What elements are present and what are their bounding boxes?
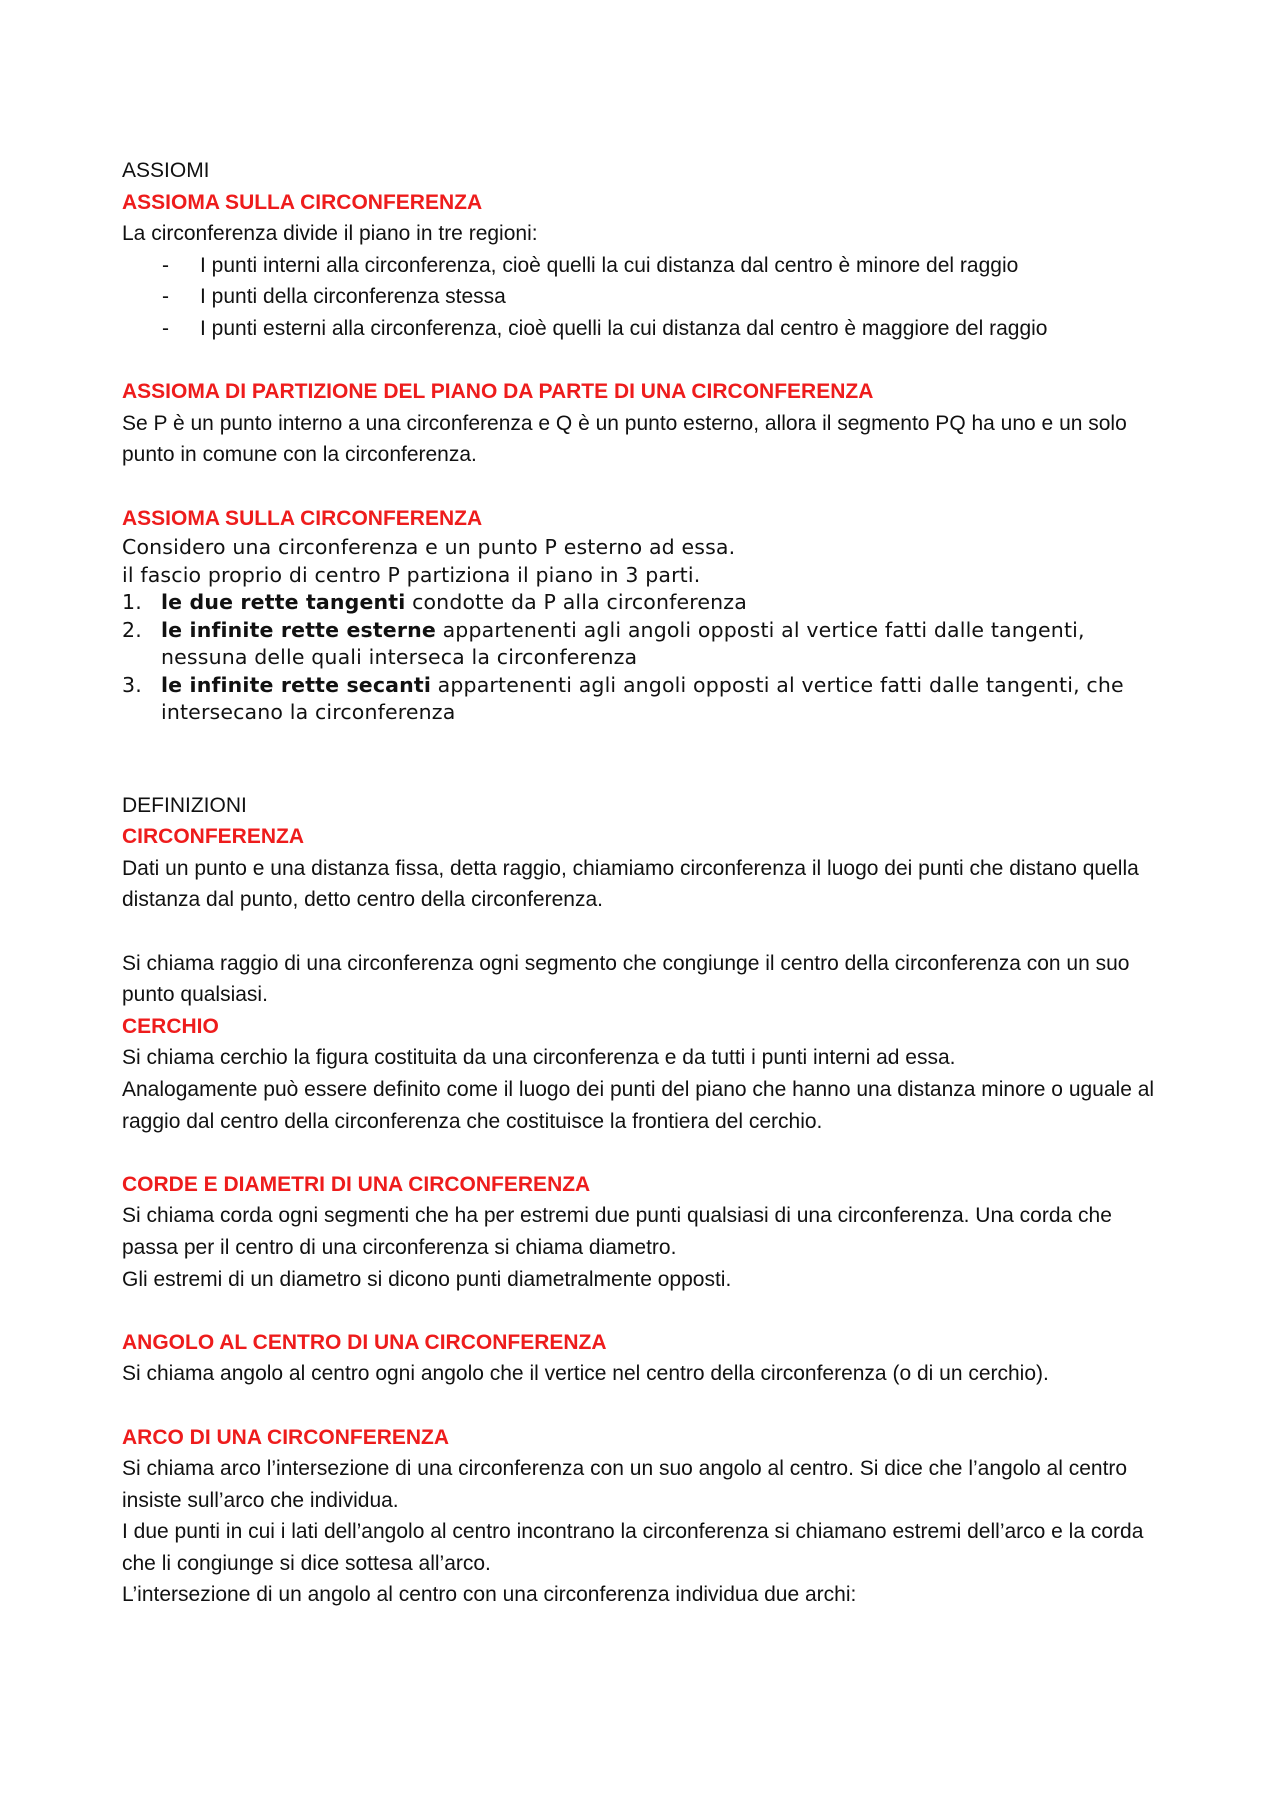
list-item: 1. le due rette tangenti condotte da P alla circonferenza (122, 590, 747, 615)
partition-list (122, 589, 1172, 727)
definition-body: Si chiama raggio di una circonferenza ogni segmento che congiunge il centro della circonferenza con un suo punto qualsiasi. (122, 951, 1130, 1007)
list-item: - I punti della circonferenza stessa (162, 285, 506, 309)
definition-body: L’intersezione di un angolo al centro con una circonferenza individua due archi: (122, 1583, 857, 1607)
axiom-line: il fascio proprio di centro P partiziona il piano in 3 parti. (122, 562, 701, 587)
definition-body: I due punti in cui i lati dell’angolo al centro incontrano la circonferenza si chiamano estremi dell’arco e la corda che li congiunge si dice sottesa all’arco. (122, 1520, 1144, 1575)
definition-body: Dati un punto e una distanza fissa, detta raggio, chiamiamo circonferenza il luogo dei punti che distano quella distanza dal punto, detto centro della circonferenza. (122, 856, 1139, 912)
definition-body: Si chiama angolo al centro ogni angolo che il vertice nel centro della circonferenza (o di un cerchio). (122, 1362, 1049, 1386)
list-item: 2. le infinite rette esterne appartenenti agli angoli opposti al vertice fatti dalle tangenti, nessuna delle quali interseca la circonferenza (122, 617, 1085, 670)
section-label-definitions: DEFINIZIONI (122, 793, 247, 817)
axiom-title: ASSIOMA SULLA CIRCONFERENZA (122, 506, 483, 530)
axiom-body: Se P è un punto interno a una circonferenza e Q è un punto esterno, allora il segmento PQ ha uno e un solo punto in comune con la circonferenza. (122, 411, 1127, 467)
definition-body: Analogamente può essere definito come il luogo dei punti del piano che hanno una distanza minore o uguale al raggio dal centro della circonferenza che costituisce la frontiera del cerchio. (122, 1077, 1155, 1133)
definition-title: CORDE E DIAMETRI DI UNA CIRCONFERENZA (122, 1172, 591, 1196)
definition-body: Si chiama cerchio la figura costituita da una circonferenza e da tutti i punti interni ad essa. (122, 1046, 956, 1070)
list-item: - I punti interni alla circonferenza, cioè quelli la cui distanza dal centro è minore del raggio (162, 253, 1019, 277)
definition-title: ANGOLO AL CENTRO DI UNA CIRCONFERENZA (122, 1330, 607, 1354)
section-label-axioms: ASSIOMI (122, 159, 210, 182)
list-item: 3. le infinite rette secanti appartenenti agli angoli opposti al vertice fatti dalle tangenti, che intersecano la circonferenza (122, 672, 1124, 725)
document-content (122, 155, 1172, 1611)
definition-title: ARCO DI UNA CIRCONFERENZA (122, 1425, 450, 1449)
axiom-line: Considero una circonferenza e un punto P esterno ad essa. (122, 535, 736, 560)
axiom-intro: La circonferenza divide il piano in tre regioni: (122, 222, 538, 246)
definition-body: Si chiama corda ogni segmenti che ha per estremi due punti qualsiasi di una circonferenza. Una corda che passa per il centro di una circonferenza si chiama diametro. (122, 1204, 1112, 1259)
definition-body: Gli estremi di un diametro si dicono punti diametralmente opposti. (122, 1267, 732, 1291)
axiom-title: ASSIOMA DI PARTIZIONE DEL PIANO DA PARTE DI UNA CIRCONFERENZA (122, 380, 874, 404)
list-item: - I punti esterni alla circonferenza, cioè quelli la cui distanza dal centro è maggiore del raggio (162, 316, 1048, 340)
axiom-body-sans (122, 534, 1172, 727)
regions-list (122, 250, 1172, 345)
axiom-title: ASSIOMA SULLA CIRCONFERENZA (122, 190, 483, 214)
definition-title: CERCHIO (122, 1014, 219, 1038)
definition-title: CIRCONFERENZA (122, 825, 304, 849)
definition-body: Si chiama arco l’intersezione di una circonferenza con un suo angolo al centro. Si dice che l’angolo al centro insiste sull’arco che individua. (122, 1457, 1128, 1512)
